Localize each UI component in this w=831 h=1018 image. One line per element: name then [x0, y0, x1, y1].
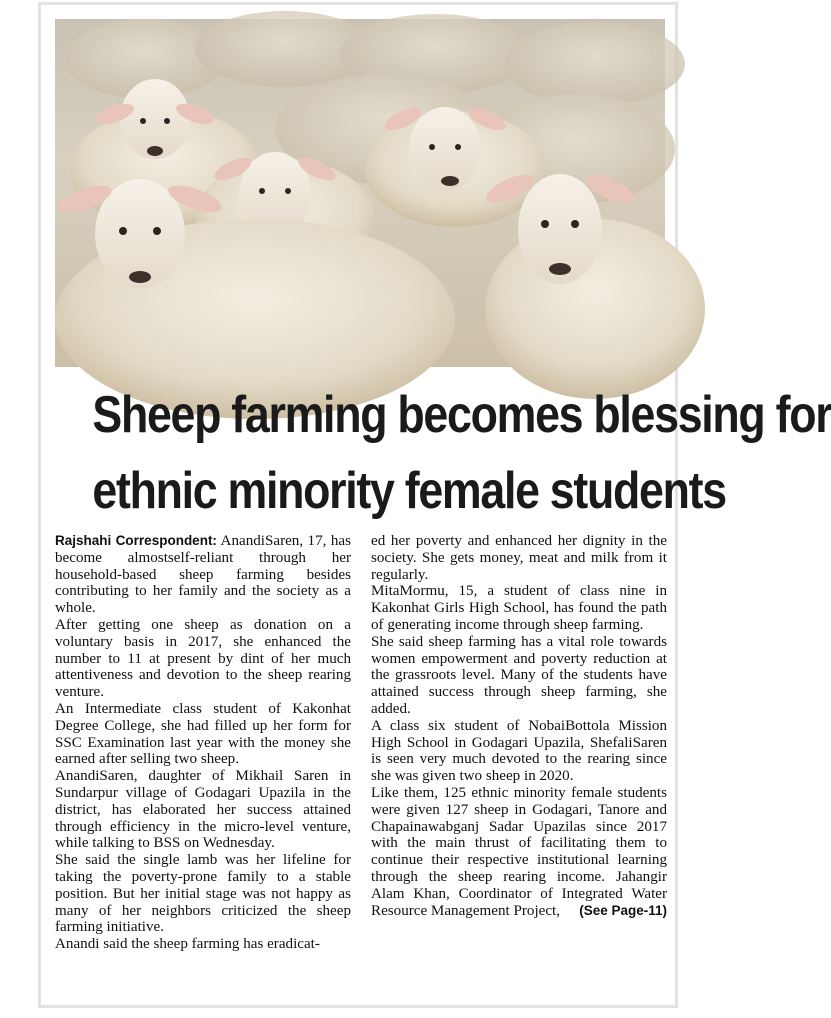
newspaper-clipping: [38, 2, 831, 1008]
article-headline: [92, 377, 831, 529]
article-column-left: [55, 533, 351, 1003]
headline-line-1: Sheep farming becomes blessing for: [92, 386, 831, 444]
byline: Rajshahi Correspondent:: [55, 533, 217, 548]
paragraph: An Intermediate class student of Kakonhat Degree College, she had filled up her form for SSC Examination last year with the money she earned after selling two sheep.: [55, 700, 351, 768]
paragraph: A class six student of NobaiBottola Mission High School in Godagari Upazila, ShefaliSaren is seen very much devoted to the rearing since she was given two sheep in 2020.: [371, 717, 667, 785]
paragraph-text: AnandiSaren, 17, has become almostself-reliant through her household-based sheep farming besides contributing to her family and the society as a whole.: [55, 533, 351, 617]
paragraph: Anandi said the sheep farming has eradicat-: [55, 936, 320, 953]
paragraph: ed her poverty and enhanced her dignity in the society. She gets money, meat and milk from it regularly.: [371, 533, 667, 583]
sheep-flock-photo: [55, 19, 665, 367]
sheep-illustration: [55, 19, 665, 367]
see-page-reference: (See Page-11): [579, 902, 667, 918]
paragraph: MitaMormu, 15, a student of class nine in Kakonhat Girls High School, has found the path of generating income through sheep farming.: [371, 583, 667, 633]
paragraph: After getting one sheep as donation on a voluntary basis in 2017, she enhanced the number to 11 at present by dint of her much attentiveness and devotion to the sheep rearing venture.: [55, 616, 351, 701]
paragraph: [55, 533, 351, 617]
paragraph: She said sheep farming has a vital role towards women empowerment and poverty reduction at the grassroots level. Many of the students have attained success through sheep farming, she added.: [371, 633, 667, 717]
paragraph: She said the single lamb was her lifeline for taking the poverty-prone family to a stable position. But her initial stage was not happy as many of her neighbors criticized the sheep farming initiative.: [55, 852, 351, 936]
article-column-right: [371, 533, 667, 1003]
headline-line-2: ethnic minority female students: [92, 462, 726, 520]
paragraph: [371, 785, 667, 919]
paragraph: AnandiSaren, daughter of Mikhail Saren in Sundarpur village of Godagari Upazila in the district, has elaborated her success attained through efficiency in the micro-level venture, while talking to BSS on Wednesday.: [55, 768, 351, 852]
paragraph-text: Like them, 125 ethnic minority female students were given 127 sheep in Godagari, Tanore and Chapainawabganj Sadar Upazilas since 2017 with the main thrust of facilitating them to continue their respective institutional learning through the sheep rearing income. Jahangir Alam Khan, Coordinator of Integrated Water Resource Management Project,: [371, 784, 667, 919]
article-body: [55, 533, 667, 1003]
